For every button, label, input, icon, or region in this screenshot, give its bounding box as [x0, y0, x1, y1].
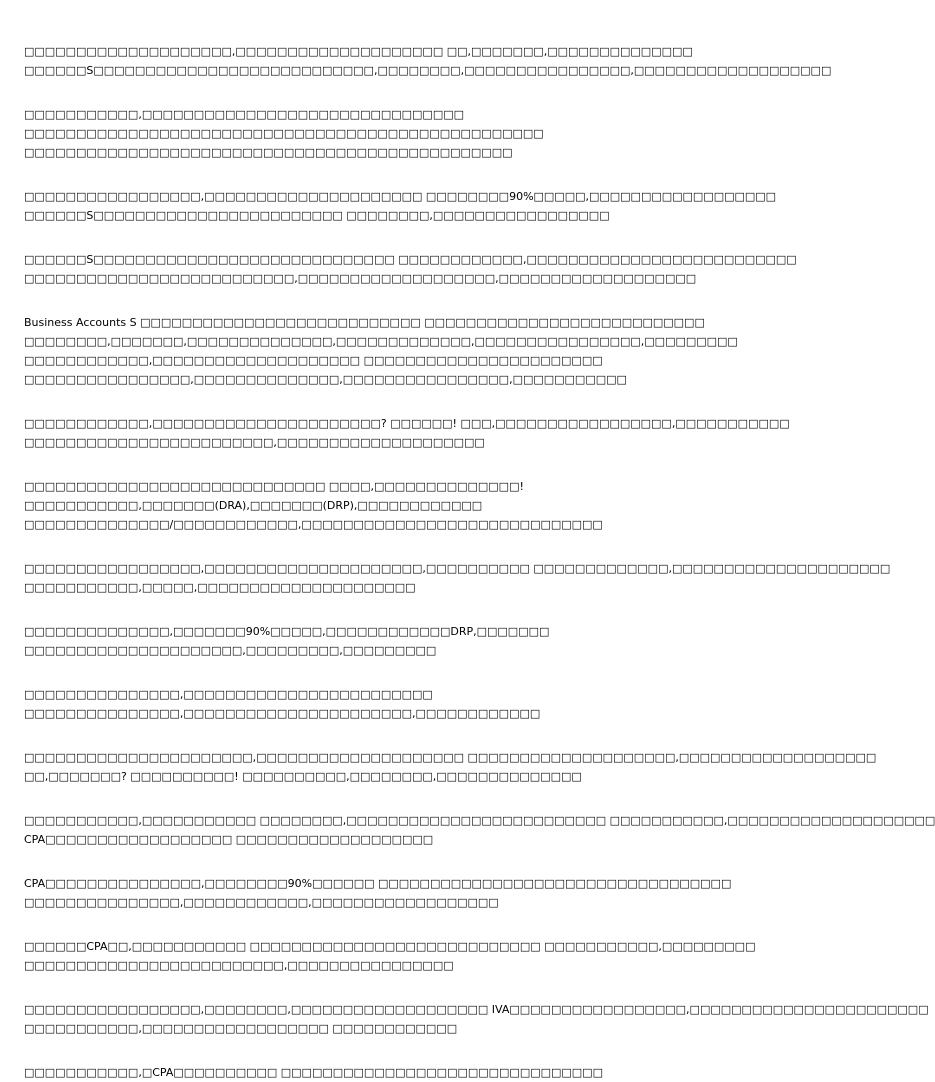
- text-line: □□□□□□□□□□□□□□□,□□□□□□□□□□□□□□□□□□□□□□□□: [24, 688, 433, 701]
- paragraph: [24, 748, 877, 786]
- text-line: □□□□□□□□□□□□□□□□□,□□□□□□□□,□□□□□□□□□□□□□□□□□□□ IVA□□□□□□□□□□□□□□□□□,□□□□□□□□□□□□□□□□□□□□□□□: [24, 1003, 929, 1016]
- text-line: □□,□□□□□□□? □□□□□□□□□□! □□□□□□□□□□,□□□□□□□□,□□□□□□□□□□□□□□: [24, 770, 582, 783]
- paragraph: [24, 1063, 700, 1082]
- text-line: □□□□□□S□□□□□□□□□□□□□□□□□□□□□□□□□□□,□□□□□□□□,□□□□□□□□□□□□□□□□,□□□□□□□□□□□□□□□□□□□: [24, 64, 832, 77]
- text-line: □□□□□□□□□□□□□□□□,□□□□□□□□□□□□□□,□□□□□□□□□□□□□□□□,□□□□□□□□□□□: [24, 373, 627, 386]
- text-line: □□□□□□□□□□□□□□□□□□□□□□□□□□□□□□□□□□□□□□□□□□□□□□□: [24, 146, 513, 159]
- paragraph: [24, 811, 935, 849]
- text-line: □□□□□□□□□□□,□CPA□□□□□□□□□□ □□□□□□□□□□□□□□□□□□□□□□□□□□□□□□□: [24, 1066, 603, 1079]
- paragraph: [24, 685, 700, 723]
- paragraph: [24, 42, 832, 80]
- text-line: □□□□□□□□□□□□□□□□□□□□□,□□□□□□□□□,□□□□□□□□□: [24, 644, 437, 657]
- paragraph: [24, 187, 777, 225]
- paragraph: [24, 874, 732, 912]
- text-line: □□□□□□□□□□□□,□□□□□□□□□□□□□□□□□□□□□□? □□□□□□! □□□,□□□□□□□□□□□□□□□□□,□□□□□□□□□□□: [24, 417, 790, 430]
- paragraph: [24, 477, 700, 534]
- text-line: □□□□□□□□□□□□□□□□□□□□□□□□□□□□□ □□□□,□□□□□□□□□□□□□□!: [24, 480, 524, 493]
- paragraph: [24, 414, 790, 452]
- text-line: □□□□□□□□□□□□□□□□□□□□□□□□□□□□□□□□□□□□□□□□□□□□□□□□□□: [24, 127, 544, 140]
- paragraph: [24, 559, 891, 597]
- text-line: CPA□□□□□□□□□□□□□□□,□□□□□□□□90%□□□□□□ □□□□□□□□□□□□□□□□□□□□□□□□□□□□□□□□□□: [24, 877, 732, 890]
- paragraph: [24, 250, 797, 288]
- text-line: □□□□□□□□□□□,□□□□□,□□□□□□□□□□□□□□□□□□□□□: [24, 581, 416, 594]
- text-line: □□□□□□□□□□□□□□,□□□□□□□90%□□□□□,□□□□□□□□□□□□DRP,□□□□□□□: [24, 625, 550, 638]
- text-line: □□□□□□□□□□□□□□□□□□□□,□□□□□□□□□□□□□□□□□□□□ □□,□□□□□□□,□□□□□□□□□□□□□□: [24, 45, 693, 58]
- text-line: □□□□□□□□□□□,□□□□□□□(DRA),□□□□□□□(DRP),□□□□□□□□□□□□: [24, 499, 483, 512]
- paragraph: [24, 313, 738, 389]
- text-line: □□□□□□□□□□□□□□□□□□□□□□,□□□□□□□□□□□□□□□□□□□□ □□□□□□□□□□□□□□□□□□□□,□□□□□□□□□□□□□□□□□□□: [24, 751, 877, 764]
- paragraph: [24, 622, 700, 660]
- text-line: □□□□□□□□□□□□□□/□□□□□□□□□□□□,□□□□□□□□□□□□□□□□□□□□□□□□□□□□□: [24, 518, 603, 531]
- text-line: Business Accounts S □□□□□□□□□□□□□□□□□□□□□□□□□□□ □□□□□□□□□□□□□□□□□□□□□□□□□□□: [24, 316, 705, 329]
- text-line: □□□□□□□□,□□□□□□□,□□□□□□□□□□□□□□,□□□□□□□□□□□□□,□□□□□□□□□□□□□□□□,□□□□□□□□□: [24, 335, 738, 348]
- paragraph: [24, 1000, 929, 1038]
- text-line: □□□□□□CPA□□,□□□□□□□□□□□ □□□□□□□□□□□□□□□□□□□□□□□□□□□□ □□□□□□□□□□□,□□□□□□□□□: [24, 940, 756, 953]
- text-line: □□□□□□□□□□□,□□□□□□□□□□□□□□□□□□□□□□□□□□□□□□□: [24, 108, 465, 121]
- paragraph: [24, 105, 700, 162]
- text-line: □□□□□□□□□□□□□□□□□□□□□□□□,□□□□□□□□□□□□□□□□□□□□: [24, 436, 485, 449]
- text-line: □□□□□□□□□□□□□□□,□□□□□□□□□□□□□□□□□□□□□□,□□□□□□□□□□□□: [24, 707, 541, 720]
- text-line: □□□□□□□□□□□□□□□,□□□□□□□□□□□□,□□□□□□□□□□□□□□□□□□: [24, 896, 499, 909]
- text-line: □□□□□□□□□□□□□□□□□,□□□□□□□□□□□□□□□□□□□□□,□□□□□□□□□□ □□□□□□□□□□□□□,□□□□□□□□□□□□□□□□□□□□□: [24, 562, 891, 575]
- text-line: □□□□□□S□□□□□□□□□□□□□□□□□□□□□□□□ □□□□□□□□,□□□□□□□□□□□□□□□□□: [24, 209, 610, 222]
- text-line: □□□□□□□□□□□□□□□□□,□□□□□□□□□□□□□□□□□□□□□ □□□□□□□□90%□□□□□,□□□□□□□□□□□□□□□□□□: [24, 190, 777, 203]
- paragraph: [24, 937, 756, 975]
- text-line: □□□□□□□□□□□□□□□□□□□□□□□□□□,□□□□□□□□□□□□□□□□□□□,□□□□□□□□□□□□□□□□□□□: [24, 272, 697, 285]
- text-line: □□□□□□□□□□□,□□□□□□□□□□□□□□□□□□ □□□□□□□□□□□□: [24, 1022, 458, 1035]
- text-line: CPA□□□□□□□□□□□□□□□□□□ □□□□□□□□□□□□□□□□□□□: [24, 833, 434, 846]
- text-line: □□□□□□□□□□□,□□□□□□□□□□□ □□□□□□□□,□□□□□□□□□□□□□□□□□□□□□□□□□ □□□□□□□□□□□,□□□□□□□□□□□□□□□□□□□□: [24, 814, 935, 827]
- text-line: □□□□□□□□□□□□,□□□□□□□□□□□□□□□□□□□□ □□□□□□□□□□□□□□□□□□□□□□□: [24, 354, 603, 367]
- text-line: □□□□□□□□□□□□□□□□□□□□□□□□□,□□□□□□□□□□□□□□□□: [24, 959, 454, 972]
- text-line: □□□□□□S□□□□□□□□□□□□□□□□□□□□□□□□□□□□□ □□□□□□□□□□□□,□□□□□□□□□□□□□□□□□□□□□□□□□□: [24, 253, 797, 266]
